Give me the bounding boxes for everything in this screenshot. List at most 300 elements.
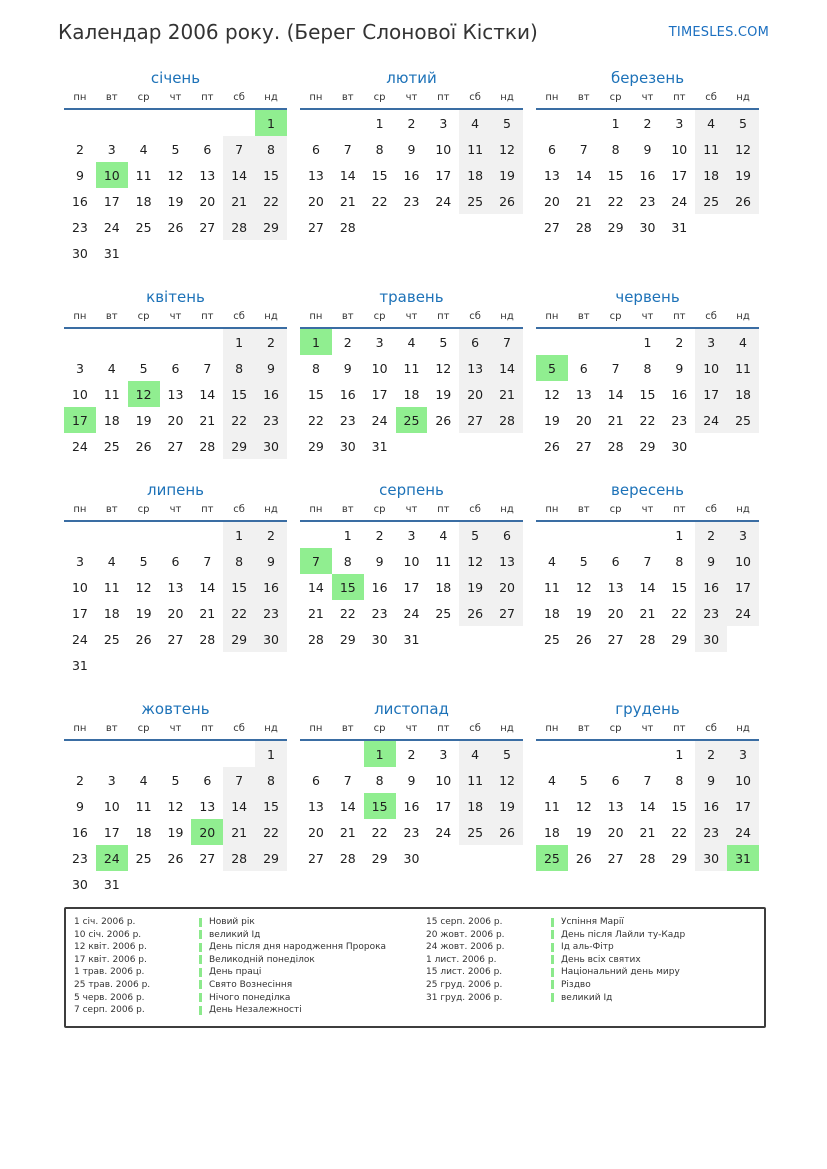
day-cell (128, 328, 160, 355)
day-cell: 8 (223, 548, 255, 574)
day-cell: 6 (171, 553, 180, 569)
holiday-name: День Незалежності (209, 1005, 302, 1016)
day-cell: 13 (459, 355, 491, 381)
day-cell: 20 (307, 824, 324, 840)
day-cell: 24 (435, 193, 452, 209)
day-cell: 10 (96, 162, 128, 188)
weekday-label: ср (128, 92, 160, 109)
weekday-label: нд (491, 311, 523, 328)
holiday-name: Свято Вознесіння (209, 979, 293, 990)
day-cell: 28 (339, 219, 356, 235)
day-cell: 14 (607, 386, 624, 402)
day-cell: 27 (199, 219, 216, 235)
day-cell: 4 (459, 109, 491, 136)
day-cell: 29 (671, 631, 688, 647)
day-cell: 28 (223, 845, 255, 871)
weekday-label: пт (663, 723, 695, 740)
day-cell: 22 (307, 412, 324, 428)
day-cell: 7 (203, 553, 212, 569)
day-cell: 4 (459, 740, 491, 767)
day-cell: 20 (491, 574, 523, 600)
day-cell: 26 (167, 219, 184, 235)
day-cell: 16 (255, 574, 287, 600)
day-cell (160, 328, 192, 355)
day-cell: 9 (407, 772, 416, 788)
day-cell: 23 (255, 600, 287, 626)
holiday-date: 1 трав. 2006 р. (74, 967, 145, 978)
day-cell (128, 240, 160, 266)
month-11 (300, 700, 523, 871)
day-cell (64, 328, 96, 355)
day-cell: 10 (671, 141, 688, 157)
day-cell: 1 (255, 109, 287, 136)
day-cell: 24 (103, 219, 120, 235)
day-cell: 22 (671, 605, 688, 621)
day-cell: 31 (71, 657, 88, 673)
month-title: вересень (611, 481, 684, 499)
day-cell: 2 (75, 141, 84, 157)
day-cell: 28 (199, 438, 216, 454)
day-cell: 30 (371, 631, 388, 647)
day-cell (427, 626, 459, 652)
day-cell: 9 (75, 798, 84, 814)
day-cell: 14 (223, 162, 255, 188)
holiday-date: 1 лист. 2006 р. (426, 954, 497, 965)
weekday-label: пн (536, 504, 568, 521)
day-cell: 12 (543, 386, 560, 402)
day-cell: 17 (671, 167, 688, 183)
day-cell (536, 740, 568, 767)
day-cell: 6 (203, 141, 212, 157)
day-cell: 26 (491, 188, 523, 214)
holiday-marker-icon (199, 968, 202, 977)
day-cell: 11 (403, 360, 420, 376)
weekday-label: пн (64, 504, 96, 521)
day-cell: 27 (167, 631, 184, 647)
legend-entry (426, 992, 685, 1005)
weekday-label: чт (632, 723, 664, 740)
day-cell (128, 652, 160, 678)
day-cell (64, 109, 96, 136)
day-cell: 28 (199, 631, 216, 647)
day-cell: 1 (611, 115, 620, 131)
holiday-name: великий Ід (561, 992, 613, 1003)
day-cell (491, 626, 523, 652)
day-cell: 27 (575, 438, 592, 454)
month-8 (300, 481, 523, 652)
holiday-marker-icon (551, 993, 554, 1002)
day-cell: 5 (439, 334, 448, 350)
day-cell: 25 (695, 188, 727, 214)
day-cell: 13 (167, 386, 184, 402)
day-cell: 7 (643, 772, 652, 788)
day-cell: 30 (695, 845, 727, 871)
weekday-label: пт (427, 311, 459, 328)
weekday-label: нд (727, 504, 759, 521)
weekday-label: вт (96, 92, 128, 109)
day-cell (223, 740, 255, 767)
weekday-label: сб (695, 723, 727, 740)
day-cell: 22 (223, 407, 255, 433)
day-cell: 3 (407, 527, 416, 543)
day-cell: 6 (579, 360, 588, 376)
day-cell (191, 240, 223, 266)
day-cell: 29 (255, 214, 287, 240)
weekday-label: пн (300, 92, 332, 109)
day-cell: 16 (403, 798, 420, 814)
day-cell: 27 (307, 850, 324, 866)
day-cell: 24 (371, 412, 388, 428)
weekday-label: ср (600, 504, 632, 521)
month-10 (64, 700, 287, 897)
day-cell: 14 (491, 355, 523, 381)
day-cell: 7 (343, 141, 352, 157)
day-cell: 25 (103, 438, 120, 454)
weekday-label: пт (427, 504, 459, 521)
day-cell: 25 (459, 819, 491, 845)
day-cell: 8 (375, 772, 384, 788)
day-cell: 28 (307, 631, 324, 647)
weekday-label: вт (568, 504, 600, 521)
holiday-marker-icon (199, 1006, 202, 1015)
day-cell: 30 (695, 626, 727, 652)
weekday-label: ср (128, 723, 160, 740)
weekday-label: вт (568, 723, 600, 740)
day-cell: 21 (639, 605, 656, 621)
day-cell: 14 (339, 798, 356, 814)
weekday-label: нд (491, 723, 523, 740)
day-cell: 10 (435, 141, 452, 157)
day-cell: 30 (639, 219, 656, 235)
day-cell: 20 (543, 193, 560, 209)
day-cell: 9 (407, 141, 416, 157)
holiday-marker-icon (551, 943, 554, 952)
holiday-marker-icon (199, 955, 202, 964)
day-cell (300, 521, 332, 548)
day-cell: 22 (371, 824, 388, 840)
day-cell: 4 (439, 527, 448, 543)
day-cell: 18 (459, 162, 491, 188)
weekday-label: сб (459, 504, 491, 521)
day-cell: 5 (171, 772, 180, 788)
day-cell: 10 (71, 579, 88, 595)
day-cell: 25 (727, 407, 759, 433)
weekday-label: чт (632, 504, 664, 521)
day-cell (160, 109, 192, 136)
day-cell: 3 (439, 115, 448, 131)
day-cell: 6 (611, 772, 620, 788)
day-cell: 27 (491, 600, 523, 626)
day-cell: 19 (543, 412, 560, 428)
day-cell: 27 (543, 219, 560, 235)
day-cell: 9 (255, 355, 287, 381)
weekday-label: чт (632, 311, 664, 328)
day-cell: 8 (223, 355, 255, 381)
day-cell: 19 (491, 793, 523, 819)
day-cell: 29 (671, 850, 688, 866)
day-cell: 15 (223, 574, 255, 600)
holiday-date: 12 квіт. 2006 р. (74, 942, 147, 953)
holiday-name: Національний день миру (561, 967, 680, 978)
day-cell: 2 (695, 521, 727, 548)
holidays-legend (64, 907, 766, 1028)
day-cell: 4 (547, 553, 556, 569)
weekday-label: пн (64, 92, 96, 109)
day-cell: 22 (255, 188, 287, 214)
day-cell: 12 (167, 167, 184, 183)
day-cell: 6 (311, 141, 320, 157)
day-cell: 11 (103, 386, 120, 402)
holiday-date: 24 жовт. 2006 р. (426, 942, 505, 953)
day-cell: 26 (727, 188, 759, 214)
day-cell: 11 (459, 767, 491, 793)
day-cell: 3 (727, 521, 759, 548)
day-cell: 29 (223, 626, 255, 652)
day-cell: 26 (575, 850, 592, 866)
day-cell: 24 (435, 824, 452, 840)
day-cell: 8 (611, 141, 620, 157)
day-cell: 13 (199, 167, 216, 183)
weekday-label: чт (396, 92, 428, 109)
day-cell: 3 (75, 553, 84, 569)
day-cell: 3 (107, 772, 116, 788)
day-cell: 17 (695, 381, 727, 407)
day-cell: 13 (607, 579, 624, 595)
legend-entry (74, 954, 426, 967)
day-cell: 8 (643, 360, 652, 376)
day-cell: 5 (459, 521, 491, 548)
day-cell (191, 521, 223, 548)
holiday-name: Успіння Марії (561, 917, 624, 927)
day-cell: 19 (575, 824, 592, 840)
day-cell: 24 (727, 819, 759, 845)
weekday-label: пт (191, 92, 223, 109)
weekday-label: ср (600, 311, 632, 328)
day-cell: 9 (695, 767, 727, 793)
day-cell: 5 (491, 740, 523, 767)
holiday-date: 25 трав. 2006 р. (74, 979, 151, 990)
day-cell (96, 328, 128, 355)
day-cell: 4 (139, 772, 148, 788)
day-cell: 20 (575, 412, 592, 428)
day-cell: 23 (695, 600, 727, 626)
day-cell: 6 (203, 772, 212, 788)
weekday-label: пт (191, 311, 223, 328)
month-title: січень (150, 69, 201, 87)
day-cell: 28 (575, 219, 592, 235)
day-cell (568, 328, 600, 355)
day-cell: 4 (407, 334, 416, 350)
day-cell: 10 (403, 553, 420, 569)
day-cell: 15 (255, 793, 287, 819)
day-cell (459, 845, 491, 871)
day-cell (491, 845, 523, 871)
day-cell: 30 (403, 850, 420, 866)
weekday-label: сб (695, 311, 727, 328)
month-title: липень (146, 481, 205, 499)
day-cell (427, 433, 459, 459)
day-cell: 25 (435, 605, 452, 621)
day-cell (300, 740, 332, 767)
day-cell: 1 (255, 740, 287, 767)
day-cell: 26 (575, 631, 592, 647)
day-cell: 14 (575, 167, 592, 183)
day-cell (64, 740, 96, 767)
weekday-label: ср (364, 504, 396, 521)
day-cell: 21 (491, 381, 523, 407)
day-cell: 24 (403, 605, 420, 621)
day-cell: 14 (223, 793, 255, 819)
day-cell: 7 (491, 328, 523, 355)
day-cell: 21 (223, 819, 255, 845)
day-cell: 2 (695, 740, 727, 767)
day-cell: 20 (167, 605, 184, 621)
weekday-label: ср (364, 311, 396, 328)
holiday-marker-icon (551, 955, 554, 964)
day-cell: 24 (727, 600, 759, 626)
day-cell: 23 (639, 193, 656, 209)
day-cell: 8 (675, 772, 684, 788)
day-cell: 5 (139, 553, 148, 569)
weekday-label: пн (536, 92, 568, 109)
day-cell: 9 (643, 141, 652, 157)
legend-entry (74, 929, 426, 942)
day-cell (160, 871, 192, 897)
weekday-label: вт (332, 504, 364, 521)
day-cell: 12 (459, 548, 491, 574)
day-cell: 17 (435, 167, 452, 183)
day-cell: 3 (75, 360, 84, 376)
day-cell: 13 (307, 798, 324, 814)
day-cell: 23 (403, 193, 420, 209)
day-cell (427, 214, 459, 240)
weekday-label: сб (695, 504, 727, 521)
day-cell: 27 (199, 850, 216, 866)
day-cell: 23 (695, 819, 727, 845)
day-cell: 13 (491, 548, 523, 574)
day-cell: 29 (339, 631, 356, 647)
day-cell (128, 521, 160, 548)
day-cell (96, 109, 128, 136)
weekday-label: ср (364, 723, 396, 740)
day-cell: 30 (671, 438, 688, 454)
day-cell: 23 (403, 824, 420, 840)
weekday-label: сб (223, 92, 255, 109)
day-cell: 14 (639, 798, 656, 814)
weekday-label: пн (64, 311, 96, 328)
weekday-label: сб (459, 92, 491, 109)
day-cell (255, 652, 287, 678)
day-cell: 16 (339, 386, 356, 402)
holiday-marker-icon (551, 968, 554, 977)
day-cell (191, 652, 223, 678)
weekday-label: вт (332, 723, 364, 740)
day-cell: 22 (223, 600, 255, 626)
day-cell (160, 740, 192, 767)
day-cell: 11 (543, 579, 560, 595)
day-cell: 1 (675, 746, 684, 762)
day-cell (600, 740, 632, 767)
day-cell: 11 (695, 136, 727, 162)
day-cell: 28 (491, 407, 523, 433)
day-cell: 27 (167, 438, 184, 454)
day-cell: 18 (103, 412, 120, 428)
day-cell: 18 (135, 824, 152, 840)
day-cell: 19 (727, 162, 759, 188)
day-cell (160, 240, 192, 266)
day-cell: 20 (459, 381, 491, 407)
weekday-label: ср (128, 504, 160, 521)
day-cell: 14 (639, 579, 656, 595)
day-cell: 3 (107, 141, 116, 157)
day-cell: 13 (607, 798, 624, 814)
day-cell: 7 (611, 360, 620, 376)
weekday-label: ср (600, 92, 632, 109)
day-cell: 10 (71, 386, 88, 402)
day-cell: 2 (643, 115, 652, 131)
day-cell: 8 (255, 136, 287, 162)
day-cell: 20 (607, 824, 624, 840)
day-cell (459, 626, 491, 652)
holiday-date: 5 черв. 2006 р. (74, 992, 145, 1003)
holiday-date: 10 січ. 2006 р. (74, 929, 142, 940)
day-cell: 18 (695, 162, 727, 188)
day-cell: 3 (675, 115, 684, 131)
weekday-label: ср (364, 92, 396, 109)
day-cell (727, 626, 759, 652)
day-cell (727, 214, 759, 240)
month-3 (536, 69, 759, 240)
day-cell: 4 (547, 772, 556, 788)
legend-entry (426, 954, 685, 967)
day-cell (364, 214, 396, 240)
weekday-label: чт (160, 723, 192, 740)
day-cell: 15 (307, 386, 324, 402)
weekday-label: чт (632, 92, 664, 109)
weekday-label: вт (96, 311, 128, 328)
day-cell (459, 214, 491, 240)
day-cell: 6 (491, 521, 523, 548)
day-cell: 3 (727, 740, 759, 767)
day-cell: 6 (171, 360, 180, 376)
day-cell: 10 (435, 772, 452, 788)
day-cell (128, 871, 160, 897)
weekday-label: пт (427, 92, 459, 109)
day-cell: 18 (543, 605, 560, 621)
month-title: жовтень (141, 700, 210, 718)
holiday-date: 25 груд. 2006 р. (426, 979, 503, 990)
day-cell: 29 (607, 219, 624, 235)
day-cell: 4 (695, 109, 727, 136)
day-cell: 27 (459, 407, 491, 433)
site-link[interactable]: TIMESLES.COM (668, 25, 769, 40)
weekday-label: чт (160, 311, 192, 328)
day-cell: 4 (139, 141, 148, 157)
legend-column-left (74, 916, 426, 1017)
day-cell (160, 521, 192, 548)
day-cell: 24 (96, 845, 128, 871)
holiday-date: 17 квіт. 2006 р. (74, 954, 147, 965)
holiday-name: День всіх святих (561, 954, 641, 965)
month-4 (64, 288, 287, 459)
day-cell: 21 (639, 824, 656, 840)
day-cell (191, 740, 223, 767)
weekday-label: пт (191, 723, 223, 740)
day-cell (332, 109, 364, 136)
day-cell: 17 (103, 824, 120, 840)
weekday-label: нд (255, 723, 287, 740)
day-cell (160, 652, 192, 678)
